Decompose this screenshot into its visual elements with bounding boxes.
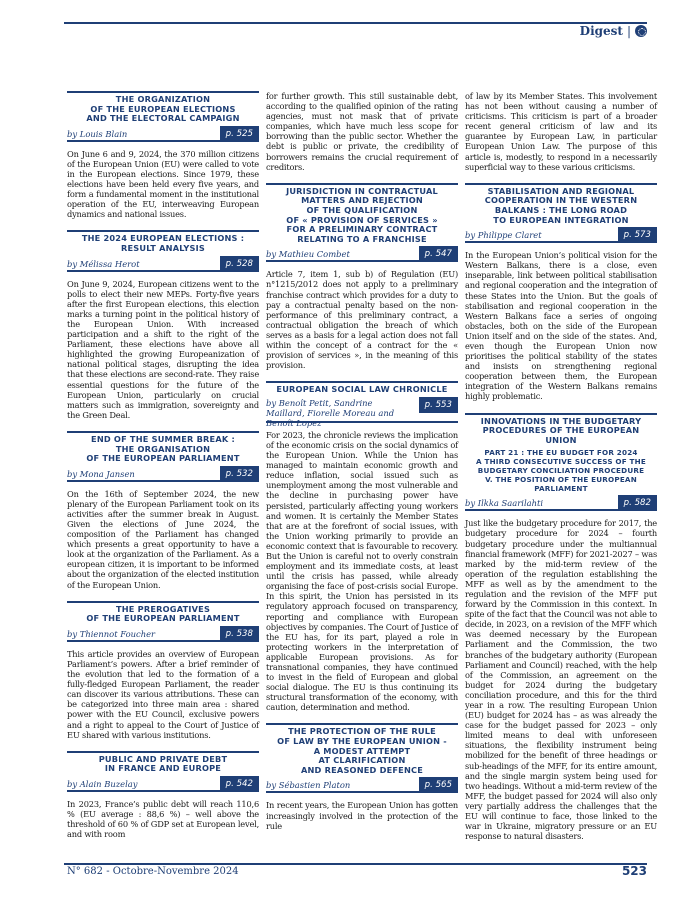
author: by Mona Jansen	[67, 468, 135, 479]
article-european-elections-organization	[67, 91, 259, 219]
article-body: On June 9, 2024, European citizens went to the polls to elect their new MEPs. Forty-five years after the first European elections, this election marks a turning point in the political history of the European Union. With increased participation and a shift to the right of the Parliament, these elections have above all highlighted the growing Europeanization of national political stages, disrupting the idea that these elections are second-rate. They raise essential questions for the future of the European Union, particularly on crucial matters such as immigration, sovereignty and the Green Deal.	[67, 278, 259, 420]
page-ref[interactable]: p. 532	[220, 466, 259, 480]
article-title: PUBLIC AND PRIVATE DEBT IN FRANCE AND EUROPE	[98, 753, 228, 774]
eu-flag-icon	[635, 25, 647, 37]
author: by Benoît Petit, Sandrine Maillard, Fiorelle Moreau and Benoît Lopez	[266, 397, 395, 428]
section-header	[580, 24, 647, 38]
article-social-law-chronicle	[266, 381, 458, 712]
byline	[266, 397, 458, 428]
article-head	[266, 381, 458, 428]
byline	[465, 495, 657, 511]
page-number: 523	[621, 864, 647, 878]
article-body: Article 7, item 1, sub b) of Regulation (EU) n°1215/2012 does not apply to a preliminary franchise contract which provides for a duty to pay a contractual penalty based on the non-performance of this preliminary contract, a contractual obligation the breach of which serves as a basis for a legal action does not fall within the concept of a contract for the « provision of services », in the meaning of this provision.	[266, 269, 458, 371]
page-ref[interactable]: p. 547	[419, 246, 458, 260]
author: by Sébastien Platon	[266, 780, 351, 791]
author: by Philippe Claret	[465, 230, 542, 241]
page-ref[interactable]: p. 542	[220, 776, 259, 790]
article-jurisdiction-contractual	[266, 183, 458, 371]
article-body: Just like the budgetary procedure for 2017, the budgetary procedure for 2024 – fourth budgetary procedure under the multiannual financial framework (MFF) for 2021-2027 – was marked by the mid-term review of the operation of the regulation establishing the MFF as well as by the amendment to the regulation and the revision of the MFF put forward by the Commission in this context. In spite of the fact that the Council was not able to decide, in 2023, on a revision of the MFF which was deemed necessary by the European Parliament and the Commission, the two branches of the budgetary authority (European Parliament and Council) reached, with the help of the Commission, an agreement on the budget for 2024 during the budgetary conciliation procedure, and this for the third year in a row. The resulting European Union (EU) budget for 2024 has – as was already the case for the budget passed for 2023 – only limited means to deal with unforeseen situations, the flexibility instrument being mobilized for the benefit of three headings or sub-headings of the MFF, for its entire amount, and the single margin system being used for two headings. Without a mid-term review of the MFF, the budget passed for 2024 will also only very partially address the challenges that the EU will continue to face, those linked to the war in Ukraine, migratory pressure or an EU response to natural disasters.	[465, 518, 658, 842]
page-ref[interactable]: p. 565	[419, 777, 458, 791]
author: by Louis Blain	[67, 128, 128, 139]
article-head	[465, 413, 657, 512]
header-rule	[64, 22, 647, 38]
page-ref[interactable]: p. 553	[419, 397, 458, 413]
page-ref[interactable]: p. 573	[618, 227, 657, 241]
byline	[266, 777, 458, 793]
article-head	[266, 183, 458, 263]
article-title: THE PROTECTION OF THE RULE OF LAW BY THE EUROPEAN UNION - A MODEST ATTEMPT AT CLARIFICATION AND REASONED DEFENCE	[277, 726, 447, 775]
article-western-balkans	[465, 183, 657, 402]
byline	[67, 776, 259, 792]
article-body: For 2023, the chronicle reviews the implication of the economic crisis on the social dynamics of the European Union. While the Union has managed to maintain economic growth and reduce inflation, social issued such as unemployment among the most vulnerable and the decline in purchasing power have persisted, particularly affecting young workers and women. It is certainly the Member States that are at the forefront of social issues, with the Union working primarily to provide an economic context that is favourable to recovery. But the Union is careful not to overly constrain employment and its immediate costs, at least until the crisis has passed, while already organising the face of post-crisis social Europe. In this spirit, the Union has persisted in its regulatory approach focused on transparency, reporting and compliance with European objectives by companies. The Court of Justice of the EU has, for its part, played a role in protecting workers in the interpretation of applicable European provisions. As for transnational companies, they have continued to invest in the field of European and global social dialogue. The EU is thus continuing its structural transformation of the economy, with caution, determination and method.	[266, 429, 458, 713]
article-subtitle: PART 21 : THE EU BUDGET FOR 2024 A THIRD CONSECUTIVE SUCCESS OF THE BUDGETARY CONCILIATION PROCEDURE V. THE POSITION OF THE EUROPEAN PARLIAMENT	[476, 448, 646, 494]
article-body: On the 16th of September 2024, the new plenary of the European Parliament took on its activities after the summer break in August. Given the elections of June 2024, the composition of the Parliament has changed which presents a great opportunity to have a look at the organization of the Parliament. As a european citizen, it is important to be informed about the organization of the elected institution of the European Union.	[67, 488, 259, 590]
byline	[67, 466, 259, 482]
author: by Mélissa Herot	[67, 258, 140, 269]
article-title: JURISDICTION IN CONTRACTUAL MATTERS AND REJECTION OF THE QUALIFICATION OF « PROVISION OF SERVICES » FOR A PRELIMINARY CONTRACT RELATING TO A FRANCHISE	[286, 185, 438, 244]
byline	[67, 626, 259, 642]
article-head	[266, 723, 458, 793]
article-head	[67, 431, 259, 482]
byline	[465, 227, 657, 243]
article-body-continued: of law by its Member States. This involvement has not been without causing a number of criticisms. This criticism is part of a broader recent general criticism of law and its guarantee by European Law, in particular European Union Law. The purpose of this article is, modestly, to respond in a necessarily superficial way to these various criticisms.	[465, 91, 657, 172]
section-separator: |	[626, 24, 631, 38]
article-title: INNOVATIONS IN THE BUDGETARY PROCEDURES OF THE EUROPEAN UNION	[480, 415, 642, 445]
article-title: END OF THE SUMMER BREAK : THE ORGANISATION OF THE EUROPEAN PARLIAMENT	[86, 433, 240, 464]
article-body: This article provides an overview of European Parliament’s powers. After a brief reminder of the evolution that led to the formation of a fully-fledged European Parliament, the reader can discover its various attributions. These can be categorized into three main area : shared power with the EU Council, exclusive powers and a right to appeal to the Court of Justice of EU shared with various institutions.	[67, 648, 259, 740]
article-body: In the European Union’s political vision for the Western Balkans, there is a close, even inseparable, link between political stabilisation and regional cooperation and the integration of these States into the Union. But the goals of stabilisation and regional cooperation in the Western Balkans face a series of ongoing obstacles, both on the side of the European Union itself and on the side of the states. And, even though the European Union now prioritises the political stability of the states and insists on strengthening regional cooperation between them, the European integration of the Western Balkans remains highly problematic.	[465, 250, 657, 402]
page-ref[interactable]: p. 538	[220, 626, 259, 640]
article-public-private-debt	[67, 751, 259, 840]
column-1	[67, 91, 259, 850]
article-head	[67, 91, 259, 142]
footer-rule	[64, 863, 647, 865]
article-body: On June 6 and 9, 2024, the 370 million citizens of the European Union (EU) were called to vote in the European elections. Since 1979, these elections have been held every five years, and form a fundamental moment in the institutional operation of the EU, interweaving European dynamics and national issues.	[67, 148, 259, 220]
issue-label: N° 682 - Octobre-Novembre 2024	[67, 866, 239, 877]
article-2024-elections-result	[67, 230, 259, 420]
article-body: In recent years, the European Union has gotten increasingly involved in the protection of the rule	[266, 800, 458, 831]
page-ref[interactable]: p. 528	[220, 256, 259, 270]
article-title: EUROPEAN SOCIAL LAW CHRONICLE	[276, 384, 448, 395]
page-ref[interactable]: p. 582	[618, 495, 657, 509]
byline	[266, 246, 458, 262]
article-title: THE 2024 EUROPEAN ELECTIONS : RESULT ANALYSIS	[81, 233, 245, 254]
article-body-continued: for further growth. This still sustainable debt, according to the qualified opinion of the rating agencies, must not mask that of private companies, which have much less scope for borrowing than the public sector. Whether the debt is public or private, the credibility of borrowers remains the crucial requirement of creditors.	[266, 91, 458, 172]
author: by Alain Buzelay	[67, 778, 138, 789]
article-rule-of-law	[266, 723, 458, 830]
byline	[67, 256, 259, 272]
author: by Ilkka Saarilahti	[465, 498, 544, 509]
article-head	[67, 601, 259, 642]
article-body: In 2023, France’s public debt will reach 110,6 % (EU average : 88,6 %) – well above the threshold of 60 % of GDP set at European level, and with room	[67, 798, 259, 840]
article-head	[67, 230, 259, 271]
author: by Thiennot Foucher	[67, 628, 156, 639]
author: by Mathieu Combet	[266, 249, 350, 260]
section-title: Digest	[579, 24, 623, 38]
article-budgetary-procedures	[465, 413, 657, 842]
article-prerogatives	[67, 601, 259, 740]
article-title: THE ORGANIZATION OF THE EUROPEAN ELECTIONS AND THE ELECTORAL CAMPAIGN	[86, 94, 240, 124]
article-title: STABILISATION AND REGIONAL COOPERATION IN THE WESTERN BALKANS : THE LONG ROAD TO EUROPEAN INTEGRATION	[484, 185, 638, 225]
article-head	[465, 183, 657, 243]
article-title: THE PREROGATIVES OF THE EUROPEAN PARLIAMENT	[86, 603, 240, 624]
article-summer-break	[67, 431, 259, 590]
byline	[67, 126, 259, 142]
column-3	[465, 91, 657, 852]
column-2	[266, 91, 458, 842]
article-head	[67, 751, 259, 792]
page-ref[interactable]: p. 525	[220, 126, 259, 140]
